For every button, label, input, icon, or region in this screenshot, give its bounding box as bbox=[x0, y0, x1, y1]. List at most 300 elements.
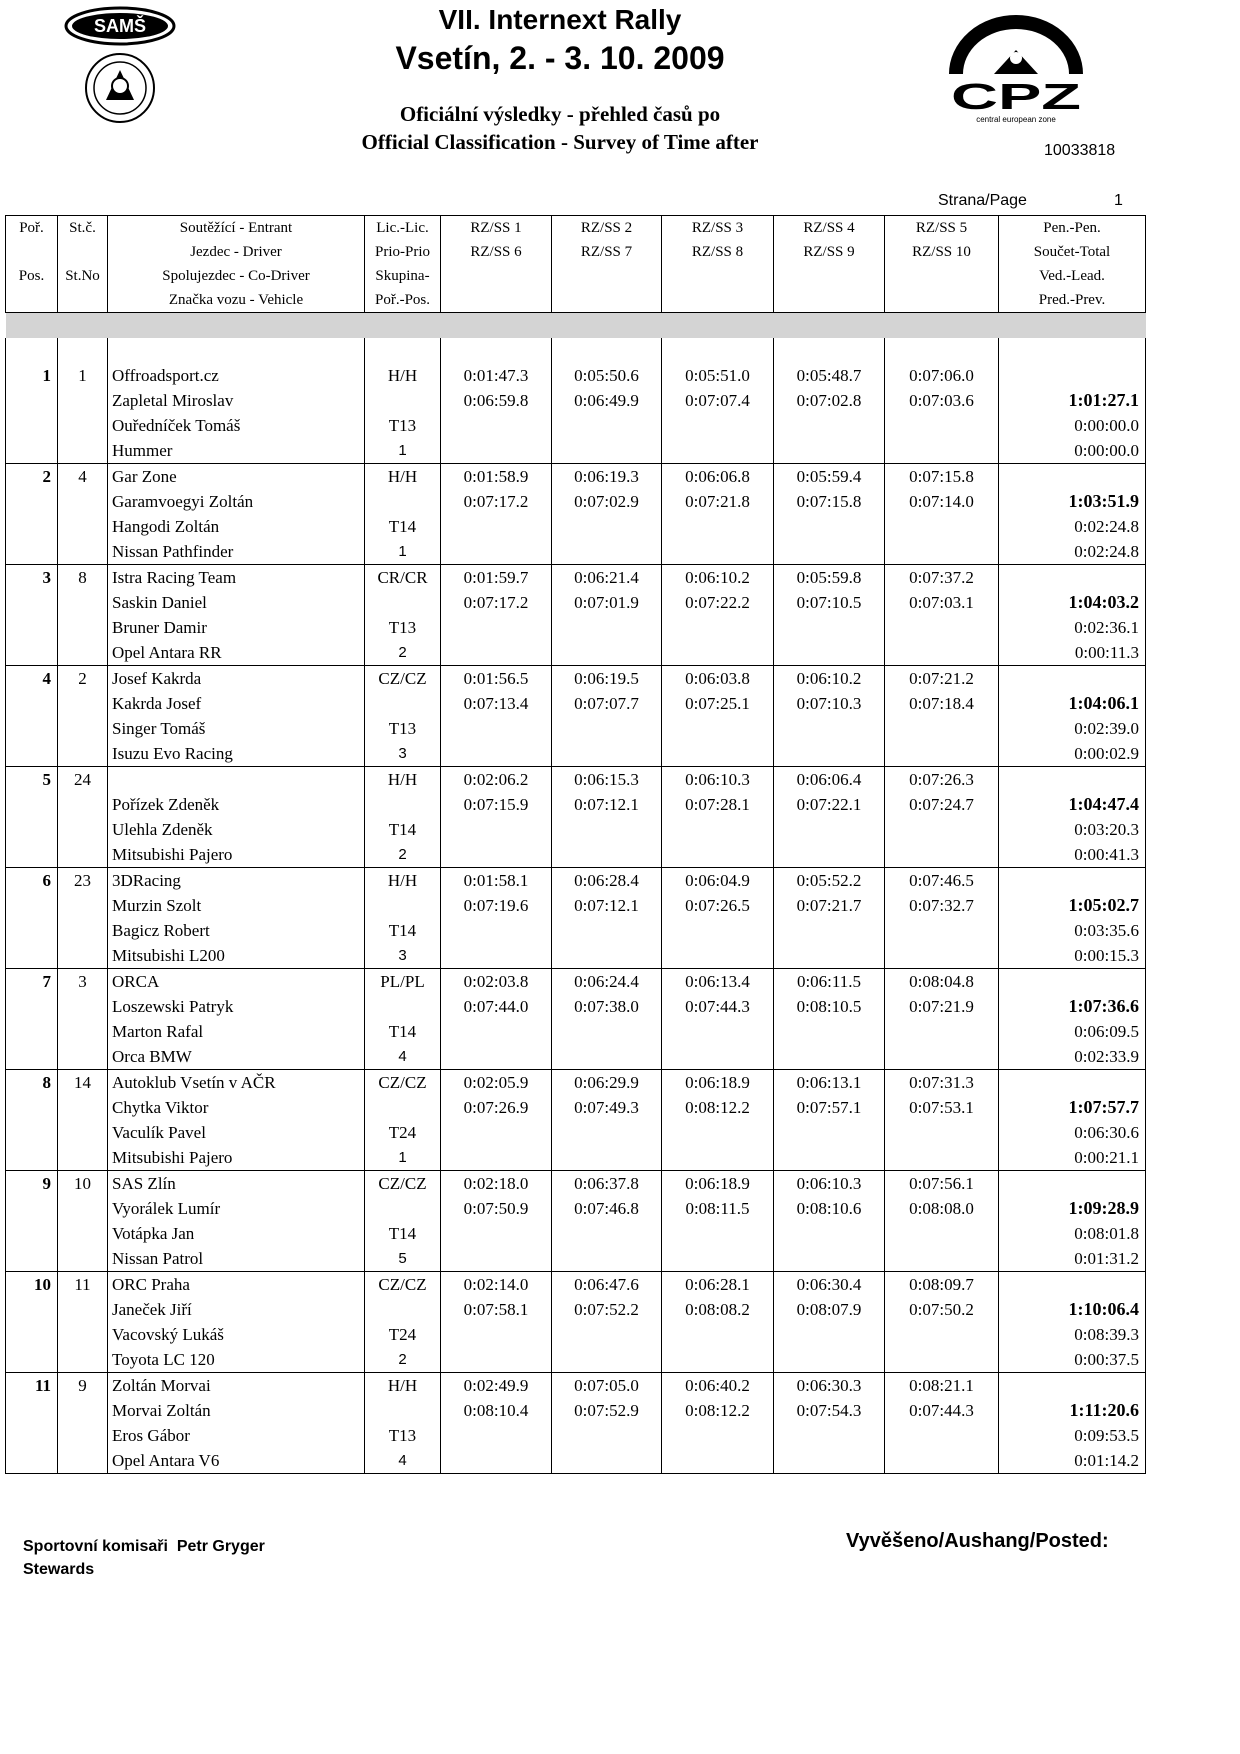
group: T24 bbox=[365, 1120, 441, 1145]
position: 8 bbox=[6, 1070, 58, 1096]
codriver-name: Vaculík Pavel bbox=[108, 1120, 365, 1145]
stage-time: 0:07:06.0 bbox=[885, 363, 999, 388]
position: 4 bbox=[6, 666, 58, 692]
stage-time: 0:07:57.1 bbox=[774, 1095, 885, 1120]
result-row bbox=[6, 565, 1146, 591]
col-lead: Ved.-Lead. bbox=[999, 264, 1146, 288]
table-header bbox=[6, 216, 1146, 364]
driver-name: Garamvoegyi Zoltán bbox=[108, 489, 365, 514]
class-position: 2 bbox=[365, 640, 441, 666]
prev-gap: 0:02:24.8 bbox=[999, 539, 1146, 565]
group: T14 bbox=[365, 1221, 441, 1246]
codriver-name: Eros Gábor bbox=[108, 1423, 365, 1448]
lead-gap: 0:06:09.5 bbox=[999, 1019, 1146, 1044]
stage-time: 0:08:04.8 bbox=[885, 969, 999, 995]
stage-time: 0:07:38.0 bbox=[552, 994, 662, 1019]
stage-time: 0:07:03.6 bbox=[885, 388, 999, 413]
group: T13 bbox=[365, 413, 441, 438]
stage-time: 0:06:59.8 bbox=[441, 388, 552, 413]
col-ss2: RZ/SS 2 bbox=[552, 216, 662, 241]
driver-name: Kakrda Josef bbox=[108, 691, 365, 716]
vehicle-name: Isuzu Evo Racing bbox=[108, 741, 365, 767]
page-label: Strana/Page bbox=[938, 192, 1027, 209]
result-row bbox=[6, 716, 1146, 741]
entrant-name bbox=[108, 767, 365, 793]
result-row bbox=[6, 413, 1146, 438]
codriver-name: Votápka Jan bbox=[108, 1221, 365, 1246]
stage-time: 0:08:08.0 bbox=[885, 1196, 999, 1221]
stage-time: 0:06:03.8 bbox=[662, 666, 774, 692]
stage-time: 0:07:37.2 bbox=[885, 565, 999, 591]
group: T13 bbox=[365, 1423, 441, 1448]
stage-time: 0:06:30.3 bbox=[774, 1373, 885, 1399]
position: 5 bbox=[6, 767, 58, 793]
subtitle-en: Official Classification - Survey of Time after bbox=[361, 130, 759, 154]
stage-time: 0:01:47.3 bbox=[441, 363, 552, 388]
stage-time: 0:05:48.7 bbox=[774, 363, 885, 388]
entrant-name: Gar Zone bbox=[108, 464, 365, 490]
licence: CZ/CZ bbox=[365, 666, 441, 692]
lead-gap: 0:02:39.0 bbox=[999, 716, 1146, 741]
result-row bbox=[6, 817, 1146, 842]
lead-gap: 0:08:39.3 bbox=[999, 1322, 1146, 1347]
stage-time: 0:07:46.5 bbox=[885, 868, 999, 894]
stage-time: 0:07:14.0 bbox=[885, 489, 999, 514]
vehicle-name: Orca BMW bbox=[108, 1044, 365, 1070]
stage-time: 0:05:52.2 bbox=[774, 868, 885, 894]
result-row bbox=[6, 792, 1146, 817]
lead-gap: 0:06:30.6 bbox=[999, 1120, 1146, 1145]
licence: H/H bbox=[365, 1373, 441, 1399]
col-pos-en: Pos. bbox=[6, 264, 58, 288]
group: T14 bbox=[365, 918, 441, 943]
svg-text:central european zone: central european zone bbox=[976, 115, 1056, 124]
entrant-name: Zoltán Morvai bbox=[108, 1373, 365, 1399]
stage-time: 0:07:52.9 bbox=[552, 1398, 662, 1423]
stage-time: 0:07:21.7 bbox=[774, 893, 885, 918]
stage-time: 0:07:50.9 bbox=[441, 1196, 552, 1221]
stage-time: 0:08:07.9 bbox=[774, 1297, 885, 1322]
entrant-name: Josef Kakrda bbox=[108, 666, 365, 692]
position: 1 bbox=[6, 363, 58, 388]
class-position: 3 bbox=[365, 741, 441, 767]
stage-time: 0:06:13.1 bbox=[774, 1070, 885, 1096]
result-row bbox=[6, 1322, 1146, 1347]
svg-text:CPZ: CPZ bbox=[951, 76, 1081, 117]
col-group: Skupina- bbox=[365, 264, 441, 288]
start-number: 11 bbox=[58, 1272, 108, 1298]
group: T14 bbox=[365, 1019, 441, 1044]
vehicle-name: Mitsubishi Pajero bbox=[108, 1145, 365, 1171]
codriver-name: Hangodi Zoltán bbox=[108, 514, 365, 539]
stage-time: 0:07:02.8 bbox=[774, 388, 885, 413]
driver-name: Zapletal Miroslav bbox=[108, 388, 365, 413]
stage-time: 0:07:07.4 bbox=[662, 388, 774, 413]
stage-time: 0:07:32.7 bbox=[885, 893, 999, 918]
stage-time: 0:02:49.9 bbox=[441, 1373, 552, 1399]
stage-time: 0:06:21.4 bbox=[552, 565, 662, 591]
stage-time: 0:01:59.7 bbox=[441, 565, 552, 591]
stage-time: 0:07:28.1 bbox=[662, 792, 774, 817]
lead-gap: 0:00:00.0 bbox=[999, 413, 1146, 438]
vehicle-name: Opel Antara V6 bbox=[108, 1448, 365, 1474]
results-table bbox=[5, 215, 1146, 1474]
stage-time: 0:05:59.4 bbox=[774, 464, 885, 490]
stage-time: 0:07:54.3 bbox=[774, 1398, 885, 1423]
result-row bbox=[6, 1246, 1146, 1272]
result-row bbox=[6, 842, 1146, 868]
result-row bbox=[6, 640, 1146, 666]
licence: CZ/CZ bbox=[365, 1171, 441, 1197]
stage-time: 0:07:21.9 bbox=[885, 994, 999, 1019]
page-number: 1 bbox=[1114, 192, 1123, 209]
driver-name: Pořízek Zdeněk bbox=[108, 792, 365, 817]
stage-time: 0:07:18.4 bbox=[885, 691, 999, 716]
stage-time: 0:02:05.9 bbox=[441, 1070, 552, 1096]
result-row bbox=[6, 994, 1146, 1019]
result-row bbox=[6, 943, 1146, 969]
group: T14 bbox=[365, 817, 441, 842]
result-row bbox=[6, 1272, 1146, 1298]
stage-time: 0:07:56.1 bbox=[885, 1171, 999, 1197]
lead-gap: 0:08:01.8 bbox=[999, 1221, 1146, 1246]
entrant-name: Autoklub Vsetín v AČR bbox=[108, 1070, 365, 1096]
stage-time: 0:07:07.7 bbox=[552, 691, 662, 716]
stewards-label: Sportovní komisaři bbox=[23, 1538, 168, 1555]
header-separator-band bbox=[6, 313, 1146, 339]
driver-name: Janeček Jiří bbox=[108, 1297, 365, 1322]
col-class-pos: Poř.-Pos. bbox=[365, 288, 441, 313]
stage-time: 0:07:22.2 bbox=[662, 590, 774, 615]
col-prev: Pred.-Prev. bbox=[999, 288, 1146, 313]
lead-gap: 0:02:24.8 bbox=[999, 514, 1146, 539]
stage-time: 0:07:44.3 bbox=[885, 1398, 999, 1423]
driver-name: Murzin Szolt bbox=[108, 893, 365, 918]
start-number: 9 bbox=[58, 1373, 108, 1399]
result-row bbox=[6, 1448, 1146, 1474]
stage-time: 0:07:02.9 bbox=[552, 489, 662, 514]
codriver-name: Ouředníček Tomáš bbox=[108, 413, 365, 438]
stage-time: 0:08:08.2 bbox=[662, 1297, 774, 1322]
col-ss6: RZ/SS 6 bbox=[441, 240, 552, 264]
stage-time: 0:02:14.0 bbox=[441, 1272, 552, 1298]
prev-gap: 0:00:37.5 bbox=[999, 1347, 1146, 1373]
svg-text:SAMŠ: SAMŠ bbox=[93, 16, 147, 36]
licence: H/H bbox=[365, 868, 441, 894]
stage-time: 0:06:06.8 bbox=[662, 464, 774, 490]
col-codriver: Spolujezdec - Co-Driver bbox=[108, 264, 365, 288]
position: 3 bbox=[6, 565, 58, 591]
col-ss1: RZ/SS 1 bbox=[441, 216, 552, 241]
vehicle-name: Hummer bbox=[108, 438, 365, 464]
subtitle-cz: Oficiální výsledky - přehled časů po bbox=[399, 102, 721, 126]
stage-time: 0:07:26.5 bbox=[662, 893, 774, 918]
stage-time: 0:06:28.4 bbox=[552, 868, 662, 894]
lead-gap: 0:03:35.6 bbox=[999, 918, 1146, 943]
stage-time: 0:07:25.1 bbox=[662, 691, 774, 716]
col-ss3: RZ/SS 3 bbox=[662, 216, 774, 241]
stage-time: 0:05:51.0 bbox=[662, 363, 774, 388]
licence: CZ/CZ bbox=[365, 1070, 441, 1096]
position: 10 bbox=[6, 1272, 58, 1298]
stage-time: 0:02:18.0 bbox=[441, 1171, 552, 1197]
total-time: 1:07:57.7 bbox=[999, 1095, 1146, 1120]
start-number: 14 bbox=[58, 1070, 108, 1096]
position: 2 bbox=[6, 464, 58, 490]
licence: H/H bbox=[365, 363, 441, 388]
licence: CR/CR bbox=[365, 565, 441, 591]
stage-time: 0:06:11.5 bbox=[774, 969, 885, 995]
event-title: VII. Internext Rally bbox=[438, 4, 682, 35]
group: T13 bbox=[365, 716, 441, 741]
stage-time: 0:07:49.3 bbox=[552, 1095, 662, 1120]
group: T13 bbox=[365, 615, 441, 640]
result-row bbox=[6, 1423, 1146, 1448]
entrant-name: ORC Praha bbox=[108, 1272, 365, 1298]
stage-time: 0:07:22.1 bbox=[774, 792, 885, 817]
stage-time: 0:06:37.8 bbox=[552, 1171, 662, 1197]
col-lic: Lic.-Lic. bbox=[365, 216, 441, 241]
stage-time: 0:07:03.1 bbox=[885, 590, 999, 615]
stage-time: 0:07:19.6 bbox=[441, 893, 552, 918]
total-time: 1:09:28.9 bbox=[999, 1196, 1146, 1221]
licence: CZ/CZ bbox=[365, 1272, 441, 1298]
stage-time: 0:06:47.6 bbox=[552, 1272, 662, 1298]
stage-time: 0:07:31.3 bbox=[885, 1070, 999, 1096]
codriver-name: Bruner Damir bbox=[108, 615, 365, 640]
stage-time: 0:06:29.9 bbox=[552, 1070, 662, 1096]
stewards-label-en: Stewards bbox=[23, 1561, 95, 1578]
vehicle-name: Mitsubishi Pajero bbox=[108, 842, 365, 868]
result-row bbox=[6, 1221, 1146, 1246]
start-number: 10 bbox=[58, 1171, 108, 1197]
stage-time: 0:07:58.1 bbox=[441, 1297, 552, 1322]
stage-time: 0:06:19.3 bbox=[552, 464, 662, 490]
stage-time: 0:07:10.3 bbox=[774, 691, 885, 716]
result-row bbox=[6, 388, 1146, 413]
total-time: 1:10:06.4 bbox=[999, 1297, 1146, 1322]
lead-gap: 0:02:36.1 bbox=[999, 615, 1146, 640]
stage-time: 0:06:30.4 bbox=[774, 1272, 885, 1298]
stage-time: 0:08:12.2 bbox=[662, 1095, 774, 1120]
result-row bbox=[6, 767, 1146, 793]
start-number: 3 bbox=[58, 969, 108, 995]
stage-time: 0:08:09.7 bbox=[885, 1272, 999, 1298]
stage-time: 0:08:10.6 bbox=[774, 1196, 885, 1221]
prev-gap: 0:00:41.3 bbox=[999, 842, 1146, 868]
driver-name: Morvai Zoltán bbox=[108, 1398, 365, 1423]
licence: PL/PL bbox=[365, 969, 441, 995]
codriver-name: Ulehla Zdeněk bbox=[108, 817, 365, 842]
total-time: 1:07:36.6 bbox=[999, 994, 1146, 1019]
class-position: 1 bbox=[365, 539, 441, 565]
total-time: 1:04:03.2 bbox=[999, 590, 1146, 615]
stage-time: 0:07:21.2 bbox=[885, 666, 999, 692]
stage-time: 0:06:18.9 bbox=[662, 1171, 774, 1197]
result-row bbox=[6, 1171, 1146, 1197]
result-row bbox=[6, 741, 1146, 767]
start-number: 1 bbox=[58, 363, 108, 388]
result-row bbox=[6, 539, 1146, 565]
stage-time: 0:07:44.0 bbox=[441, 994, 552, 1019]
stage-time: 0:06:10.3 bbox=[774, 1171, 885, 1197]
vehicle-name: Toyota LC 120 bbox=[108, 1347, 365, 1373]
stage-time: 0:02:06.2 bbox=[441, 767, 552, 793]
vehicle-name: Opel Antara RR bbox=[108, 640, 365, 666]
driver-name: Vyorálek Lumír bbox=[108, 1196, 365, 1221]
stage-time: 0:05:50.6 bbox=[552, 363, 662, 388]
class-position: 1 bbox=[365, 1145, 441, 1171]
result-row bbox=[6, 438, 1146, 464]
col-total: Součet-Total bbox=[999, 240, 1146, 264]
stage-time: 0:07:26.3 bbox=[885, 767, 999, 793]
stage-time: 0:07:26.9 bbox=[441, 1095, 552, 1120]
codriver-name: Singer Tomáš bbox=[108, 716, 365, 741]
stage-time: 0:06:06.4 bbox=[774, 767, 885, 793]
position: 7 bbox=[6, 969, 58, 995]
total-time: 1:05:02.7 bbox=[999, 893, 1146, 918]
stage-time: 0:07:12.1 bbox=[552, 893, 662, 918]
stage-time: 0:06:04.9 bbox=[662, 868, 774, 894]
result-row bbox=[6, 489, 1146, 514]
col-stno-cz: St.č. bbox=[58, 216, 108, 241]
entrant-name: ORCA bbox=[108, 969, 365, 995]
lead-gap: 0:09:53.5 bbox=[999, 1423, 1146, 1448]
vehicle-name: Nissan Patrol bbox=[108, 1246, 365, 1272]
stage-time: 0:07:46.8 bbox=[552, 1196, 662, 1221]
group: T24 bbox=[365, 1322, 441, 1347]
start-number: 8 bbox=[58, 565, 108, 591]
stage-time: 0:07:44.3 bbox=[662, 994, 774, 1019]
stage-time: 0:07:13.4 bbox=[441, 691, 552, 716]
result-row bbox=[6, 1145, 1146, 1171]
result-row bbox=[6, 1044, 1146, 1070]
stage-time: 0:01:56.5 bbox=[441, 666, 552, 692]
stage-time: 0:02:03.8 bbox=[441, 969, 552, 995]
stage-time: 0:07:15.8 bbox=[774, 489, 885, 514]
result-row bbox=[6, 514, 1146, 539]
stage-time: 0:06:18.9 bbox=[662, 1070, 774, 1096]
col-prio: Prio-Prio bbox=[365, 240, 441, 264]
result-row bbox=[6, 1120, 1146, 1145]
prev-gap: 0:01:14.2 bbox=[999, 1448, 1146, 1474]
stage-time: 0:06:24.4 bbox=[552, 969, 662, 995]
col-driver: Jezdec - Driver bbox=[108, 240, 365, 264]
result-row bbox=[6, 1019, 1146, 1044]
stewards-block bbox=[23, 1535, 265, 1581]
stage-time: 0:06:28.1 bbox=[662, 1272, 774, 1298]
stage-time: 0:06:10.3 bbox=[662, 767, 774, 793]
stage-time: 0:08:10.5 bbox=[774, 994, 885, 1019]
total-time: 1:11:20.6 bbox=[999, 1398, 1146, 1423]
start-number: 2 bbox=[58, 666, 108, 692]
prev-gap: 0:00:15.3 bbox=[999, 943, 1146, 969]
position: 11 bbox=[6, 1373, 58, 1399]
vehicle-name: Mitsubishi L200 bbox=[108, 943, 365, 969]
posted-label: Vyvěšeno/Aushang/Posted: bbox=[846, 1530, 1109, 1552]
licence: H/H bbox=[365, 767, 441, 793]
stage-time: 0:07:52.2 bbox=[552, 1297, 662, 1322]
group: T14 bbox=[365, 514, 441, 539]
class-position: 4 bbox=[365, 1448, 441, 1474]
stewards-name: Petr Gryger bbox=[176, 1538, 265, 1555]
stage-time: 0:08:11.5 bbox=[662, 1196, 774, 1221]
position: 9 bbox=[6, 1171, 58, 1197]
stage-time: 0:06:10.2 bbox=[662, 565, 774, 591]
prev-gap: 0:02:33.9 bbox=[999, 1044, 1146, 1070]
class-position: 1 bbox=[365, 438, 441, 464]
start-number: 4 bbox=[58, 464, 108, 490]
result-row bbox=[6, 363, 1146, 388]
col-ss5: RZ/SS 5 bbox=[885, 216, 999, 241]
result-row bbox=[6, 969, 1146, 995]
entrant-name: SAS Zlín bbox=[108, 1171, 365, 1197]
prev-gap: 0:01:31.2 bbox=[999, 1246, 1146, 1272]
stage-time: 0:07:17.2 bbox=[441, 590, 552, 615]
col-pos-cz: Poř. bbox=[6, 216, 58, 241]
class-position: 3 bbox=[365, 943, 441, 969]
result-row bbox=[6, 615, 1146, 640]
class-position: 4 bbox=[365, 1044, 441, 1070]
driver-name: Saskin Daniel bbox=[108, 590, 365, 615]
stage-time: 0:01:58.1 bbox=[441, 868, 552, 894]
result-row bbox=[6, 1095, 1146, 1120]
start-number: 23 bbox=[58, 868, 108, 894]
col-ss4: RZ/SS 4 bbox=[774, 216, 885, 241]
codriver-name: Vacovský Lukáš bbox=[108, 1322, 365, 1347]
result-row bbox=[6, 868, 1146, 894]
lead-gap: 0:03:20.3 bbox=[999, 817, 1146, 842]
stage-time: 0:07:15.8 bbox=[885, 464, 999, 490]
prev-gap: 0:00:02.9 bbox=[999, 741, 1146, 767]
col-ss10: RZ/SS 10 bbox=[885, 240, 999, 264]
result-row bbox=[6, 893, 1146, 918]
prev-gap: 0:00:21.1 bbox=[999, 1145, 1146, 1171]
stage-time: 0:08:21.1 bbox=[885, 1373, 999, 1399]
result-row bbox=[6, 918, 1146, 943]
result-row bbox=[6, 1347, 1146, 1373]
stage-time: 0:06:49.9 bbox=[552, 388, 662, 413]
stage-time: 0:06:10.2 bbox=[774, 666, 885, 692]
result-row bbox=[6, 464, 1146, 490]
total-time: 1:04:47.4 bbox=[999, 792, 1146, 817]
stage-time: 0:07:50.2 bbox=[885, 1297, 999, 1322]
result-row bbox=[6, 1070, 1146, 1096]
col-pen: Pen.-Pen. bbox=[999, 216, 1146, 241]
result-row bbox=[6, 1398, 1146, 1423]
stage-time: 0:06:19.5 bbox=[552, 666, 662, 692]
result-row bbox=[6, 666, 1146, 692]
total-time: 1:04:06.1 bbox=[999, 691, 1146, 716]
result-row bbox=[6, 1297, 1146, 1322]
entrant-name: Istra Racing Team bbox=[108, 565, 365, 591]
codriver-name: Bagicz Robert bbox=[108, 918, 365, 943]
position: 6 bbox=[6, 868, 58, 894]
entrant-name: 3DRacing bbox=[108, 868, 365, 894]
result-row bbox=[6, 691, 1146, 716]
event-location-date: Vsetín, 2. - 3. 10. 2009 bbox=[395, 40, 725, 76]
class-position: 2 bbox=[365, 842, 441, 868]
entrant-name: Offroadsport.cz bbox=[108, 363, 365, 388]
stage-time: 0:07:01.9 bbox=[552, 590, 662, 615]
prev-gap: 0:00:11.3 bbox=[999, 640, 1146, 666]
stage-time: 0:06:13.4 bbox=[662, 969, 774, 995]
result-row bbox=[6, 1196, 1146, 1221]
total-time: 1:03:51.9 bbox=[999, 489, 1146, 514]
result-row bbox=[6, 1373, 1146, 1399]
class-position: 2 bbox=[365, 1347, 441, 1373]
col-ss7: RZ/SS 7 bbox=[552, 240, 662, 264]
